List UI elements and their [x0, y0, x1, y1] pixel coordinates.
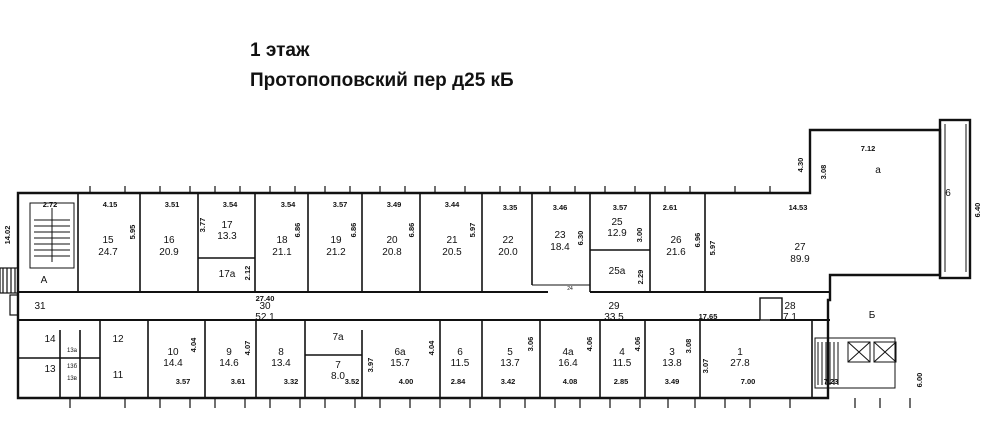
room-4a-number: 4а	[562, 347, 574, 358]
dim-label: 4.08	[562, 377, 578, 386]
room-17a-number: 17а	[218, 269, 236, 280]
room-6a-area: 15.7	[390, 358, 410, 369]
room-4-number: 4	[619, 347, 625, 358]
dim-label: 4.30	[796, 157, 805, 173]
dim-label: 3.52	[344, 377, 360, 386]
dim-label: 3.46	[552, 203, 568, 212]
dim-label: 4.07	[243, 340, 252, 356]
room-7a-number: 7а	[332, 332, 344, 343]
dim-label: 4.15	[102, 200, 118, 209]
dim-label: 3.57	[175, 377, 191, 386]
room-12-number: 12	[112, 334, 124, 345]
dim-label: 24	[567, 286, 573, 292]
dim-label: 6.30	[576, 230, 585, 246]
dim-label: 3.08	[819, 164, 828, 180]
dim-label: 3.49	[664, 377, 680, 386]
dim-label: 2.85	[613, 377, 629, 386]
dim-label: 2.29	[636, 269, 645, 285]
dim-label: 3.06	[526, 336, 535, 352]
dim-label: 2.12	[243, 265, 252, 281]
dim-label: 4.06	[585, 336, 594, 352]
dim-label: 6.40	[973, 202, 982, 218]
dim-label: 14.53	[788, 203, 808, 212]
dim-label: 5.97	[468, 222, 477, 238]
room-6-area: 11.5	[450, 358, 470, 369]
dim-label: 17.65	[698, 312, 718, 321]
dim-label: 7.00	[740, 377, 756, 386]
room-17-number: 17	[221, 220, 233, 231]
room-27-number: 27	[794, 242, 806, 253]
room-26-number: 26	[670, 235, 682, 246]
room-19-area: 21.2	[326, 247, 346, 258]
room-23-number: 23	[554, 230, 566, 241]
dim-label: 6.86	[407, 222, 416, 238]
room-9-area: 14.6	[219, 358, 239, 369]
letter-a-left: А	[40, 275, 48, 286]
dim-label: 3.08	[684, 338, 693, 354]
room-26-area: 21.6	[666, 247, 686, 258]
room-25-number: 25	[611, 217, 623, 228]
room-13b-number: 13б	[66, 364, 78, 370]
room-7-area: 8.0	[331, 371, 345, 382]
room-20-number: 20	[386, 235, 398, 246]
dim-label: 2.72	[42, 200, 58, 209]
dim-label: 3.00	[635, 227, 644, 243]
room-21-area: 20.5	[442, 247, 462, 258]
room-10-number: 10	[167, 347, 179, 358]
room-27-area: 89.9	[790, 254, 810, 265]
room-15-area: 24.7	[98, 247, 118, 258]
room-8-area: 13.4	[271, 358, 291, 369]
corridor-30-area: 52.1	[255, 312, 275, 323]
room-13a-number: 13а	[66, 348, 78, 354]
room-16-area: 20.9	[159, 247, 179, 258]
dim-label: 5.95	[128, 224, 137, 240]
dim-label: 14.02	[3, 225, 12, 245]
room-17-area: 13.3	[217, 231, 237, 242]
room-19-number: 19	[330, 235, 342, 246]
room-18-number: 18	[276, 235, 288, 246]
dim-label: 4.04	[189, 337, 198, 353]
room-8-number: 8	[278, 347, 284, 358]
windows	[70, 186, 910, 408]
letter-a-top: а	[875, 165, 881, 176]
room-3-number: 3	[669, 347, 675, 358]
room-6-tower: 6	[945, 188, 951, 199]
left-entrance	[0, 268, 18, 315]
corridor-29-number: 29	[608, 301, 620, 312]
bottom-partitions	[18, 320, 812, 398]
room-25a-number: 25а	[608, 266, 626, 277]
room-23-area: 18.4	[550, 242, 570, 253]
room-25-area: 12.9	[607, 228, 627, 239]
room-14-number: 14	[44, 334, 56, 345]
room-11-number: 11	[112, 370, 124, 381]
dim-label: 2.61	[662, 203, 678, 212]
dim-label: 6.86	[349, 222, 358, 238]
dim-label: 3.57	[612, 203, 628, 212]
dim-label: 7.12	[860, 144, 876, 153]
room-22-area: 20.0	[498, 247, 518, 258]
dim-label: 3.57	[332, 200, 348, 209]
dim-label: 3.54	[222, 200, 238, 209]
room-10-area: 14.4	[163, 358, 183, 369]
room-20-area: 20.8	[382, 247, 402, 258]
dim-label: 2.84	[450, 377, 466, 386]
outer-walls	[18, 120, 970, 398]
room-3-area: 13.8	[662, 358, 682, 369]
stair-left	[30, 203, 74, 268]
letter-b-right: Б	[868, 310, 876, 321]
dim-label: 27.40	[255, 294, 275, 303]
room-6a-number: 6а	[394, 347, 406, 358]
floor-title: 1 этаж	[250, 40, 310, 61]
dim-label: 4.00	[398, 377, 414, 386]
room-15-number: 15	[102, 235, 114, 246]
dim-label: 3.61	[230, 377, 246, 386]
room-13v-number: 13в	[67, 376, 77, 382]
dim-label: 4.04	[427, 340, 436, 356]
room-16-number: 16	[163, 235, 175, 246]
room-22-number: 22	[502, 235, 514, 246]
dim-label: 4.06	[633, 336, 642, 352]
dim-label: 3.44	[444, 200, 460, 209]
room-5-area: 13.7	[500, 358, 520, 369]
dim-label: 7.23	[823, 377, 839, 386]
dim-label: 6.00	[915, 372, 924, 388]
room-6-number: 6	[457, 347, 463, 358]
dim-label: 3.32	[283, 377, 299, 386]
room-5-number: 5	[507, 347, 513, 358]
dim-label: 3.51	[164, 200, 180, 209]
corridor-30-number: 30	[259, 301, 271, 312]
dim-label: 6.96	[693, 232, 702, 248]
room-1-number: 1	[737, 347, 743, 358]
room-13-number: 13	[44, 364, 56, 375]
dim-label: 3.07	[701, 358, 710, 374]
room-9-number: 9	[226, 347, 232, 358]
room-1-area: 27.8	[730, 358, 750, 369]
room-28-walls	[760, 298, 782, 320]
room-labels	[34, 165, 951, 382]
dim-label: 3.97	[366, 357, 375, 373]
room-7-number: 7	[335, 360, 341, 371]
dimension-labels	[3, 144, 982, 387]
room-21-number: 21	[446, 235, 458, 246]
dim-label: 3.77	[198, 217, 207, 233]
dim-label: 3.42	[500, 377, 516, 386]
room-4-area: 11.5	[612, 358, 632, 369]
corridor-29-area: 33.5	[604, 312, 624, 323]
room-4a-area: 16.4	[558, 358, 578, 369]
room-18-area: 21.1	[272, 247, 292, 258]
room-28-area: 7.1	[783, 312, 797, 323]
dim-label: 3.54	[280, 200, 296, 209]
room-28-number: 28	[784, 301, 796, 312]
dim-label: 6.86	[293, 222, 302, 238]
room-31-number: 31	[34, 301, 46, 312]
dim-label: 5.97	[708, 240, 717, 256]
dim-label: 3.35	[502, 203, 518, 212]
dim-label: 3.49	[386, 200, 402, 209]
address-title: Протопоповский пер д25 кБ	[250, 70, 514, 91]
